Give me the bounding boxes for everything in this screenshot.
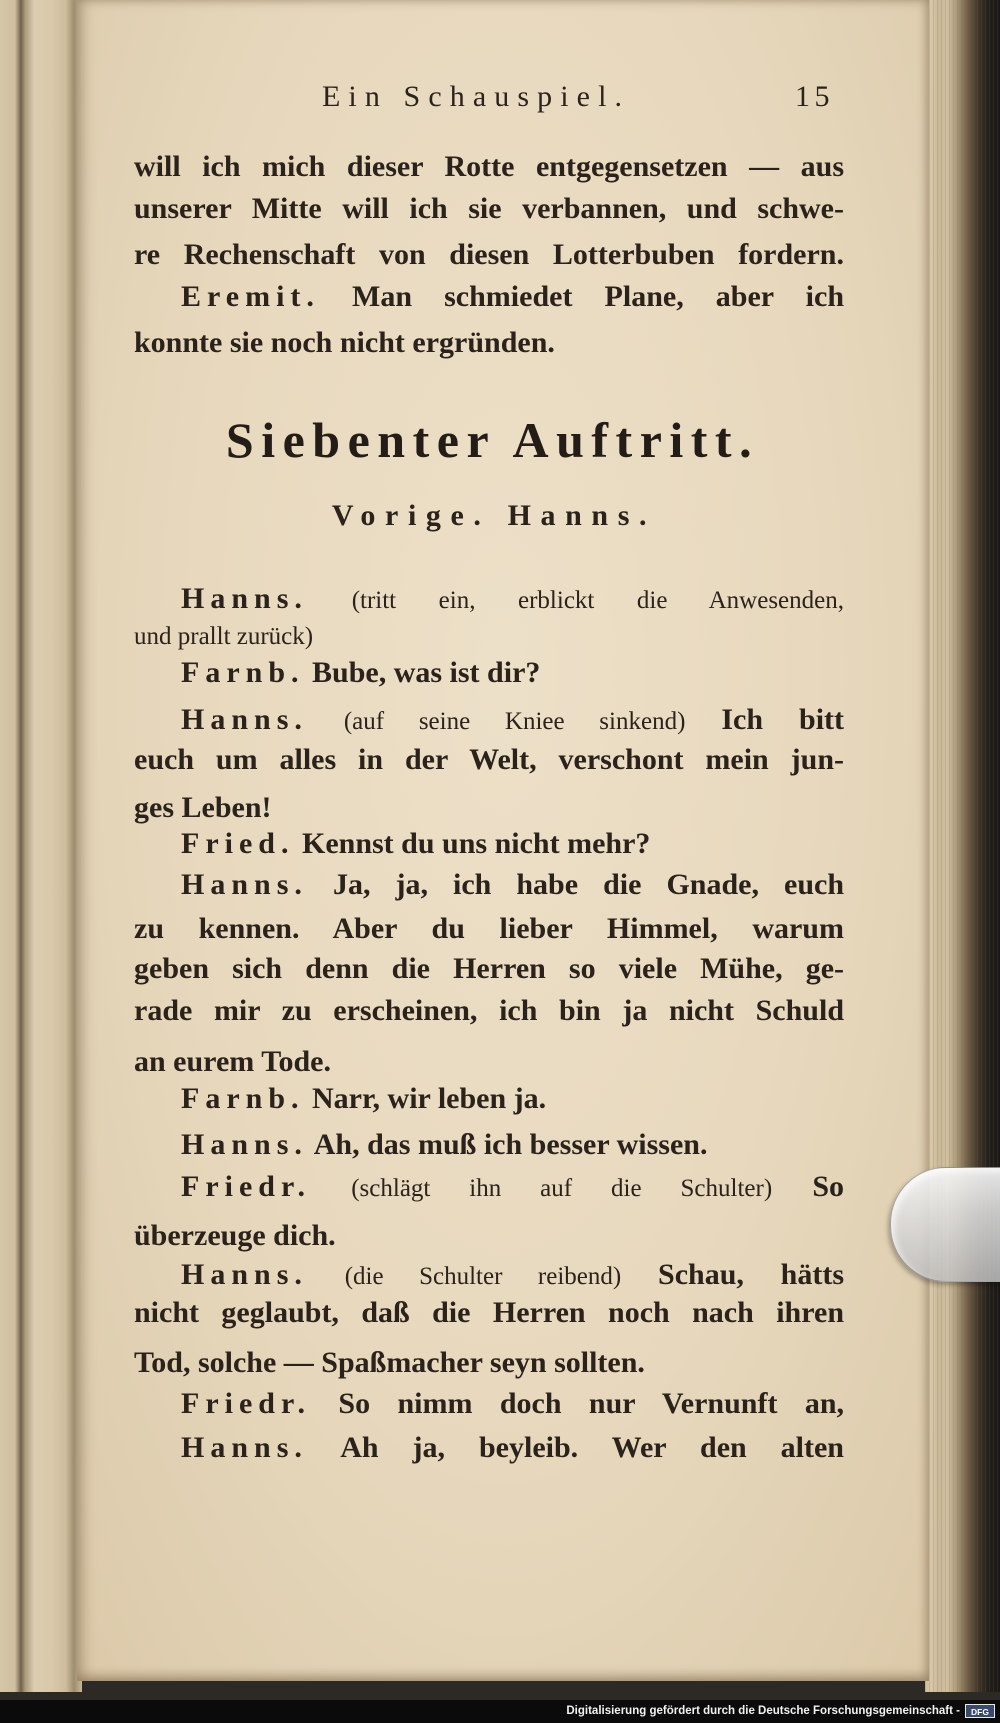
text-line xyxy=(134,323,844,363)
text-line xyxy=(181,1384,844,1424)
previous-page-edge xyxy=(0,0,82,1692)
speaker-name: Hanns. xyxy=(181,1128,308,1161)
speaker-name: Farnb. xyxy=(181,1082,305,1115)
line-text: Schau, hätts xyxy=(658,1258,845,1291)
text-line xyxy=(134,235,844,275)
text-line xyxy=(134,740,844,780)
running-title: Ein Schauspiel. xyxy=(322,80,631,113)
stage-direction: und prallt zurück) xyxy=(134,623,314,650)
line-text: Man schmiedet Plane, aber ich xyxy=(352,280,845,313)
stage-direction: (auf seine Kniee sinkend) xyxy=(343,708,686,735)
page-number: 15 xyxy=(795,80,834,113)
text-line xyxy=(134,147,844,187)
line-text: überzeuge dich. xyxy=(134,1219,336,1252)
line-text: Bube, was ist dir? xyxy=(312,656,541,689)
stage-direction: (die Schulter reibend) xyxy=(344,1263,622,1290)
line-text: Ich bitt xyxy=(721,703,845,736)
stage-direction: (schlägt ihn auf die Schulter) xyxy=(351,1175,773,1202)
text-line xyxy=(134,949,844,989)
text-line xyxy=(181,865,844,905)
text-line xyxy=(181,700,844,740)
line-text: will ich mich dieser Rotte entgegensetzen — aus xyxy=(134,150,844,183)
line-text: Narr, wir leben ja. xyxy=(312,1082,547,1115)
text-line xyxy=(181,1167,844,1207)
speaker-name: Friedr. xyxy=(181,1387,312,1420)
line-text: re Rechenschaft von diesen Lotterbuben fordern. xyxy=(134,238,844,271)
text-line xyxy=(134,1343,844,1383)
speaker-name: Hanns. xyxy=(181,703,308,736)
speaker-name: Friedr. xyxy=(181,1170,312,1203)
speaker-name: Fried. xyxy=(181,827,295,860)
line-text: unserer Mitte will ich sie verbannen, und schwe- xyxy=(134,192,844,225)
text-line xyxy=(181,1125,844,1165)
text-line xyxy=(181,277,844,317)
speaker-name: Eremit. xyxy=(181,280,320,313)
line-text: konnte sie noch nicht ergründen. xyxy=(134,326,555,359)
line-text: Ah ja, beyleib. Wer den alten xyxy=(340,1431,844,1464)
line-text: Ja, ja, ich habe die Gnade, euch xyxy=(332,868,845,901)
page-clip xyxy=(890,1167,1000,1282)
text-line xyxy=(134,615,844,655)
text-line xyxy=(181,579,844,619)
line-text: nicht geglaubt, daß die Herren noch nach ihren xyxy=(134,1296,844,1329)
text-line xyxy=(181,1079,844,1119)
speaker-name: Hanns. xyxy=(181,868,308,901)
line-text: So nimm doch nur Vernunft an, xyxy=(338,1387,845,1420)
text-line xyxy=(134,909,844,949)
text-line xyxy=(181,1428,844,1468)
text-line xyxy=(181,824,844,864)
dfg-logo-icon: DFG xyxy=(965,1704,995,1718)
page-stack-edges xyxy=(925,0,1000,1692)
line-text: Kennst du uns nicht mehr? xyxy=(301,827,651,860)
line-text: zu kennen. Aber du lieber Himmel, warum xyxy=(134,912,844,945)
scene-characters: Vorige. Hanns. xyxy=(331,499,657,532)
line-text: euch um alles in der Welt, verschont mein jun- xyxy=(134,743,844,776)
text-line xyxy=(134,991,844,1031)
text-line xyxy=(134,1042,844,1082)
text-line xyxy=(134,189,844,229)
text-line xyxy=(134,788,844,828)
line-text: an eurem Tode. xyxy=(134,1045,331,1078)
speaker-name: Hanns. xyxy=(181,1258,308,1291)
line-text: geben sich denn die Herren so viele Mühe, ge- xyxy=(134,952,844,985)
text-line xyxy=(134,1293,844,1333)
line-text: So xyxy=(812,1170,845,1203)
text-line xyxy=(181,1255,844,1295)
line-text: ges Leben! xyxy=(134,791,272,824)
line-text: rade mir zu erscheinen, ich bin ja nicht Schuld xyxy=(134,994,844,1027)
line-text: Ah, das muß ich besser wissen. xyxy=(313,1128,708,1161)
text-line xyxy=(181,653,844,693)
stage-direction: (tritt ein, erblickt die Anwesenden, xyxy=(351,587,844,614)
speaker-name: Hanns. xyxy=(181,1431,308,1464)
speaker-name: Farnb. xyxy=(181,656,305,689)
text-line xyxy=(134,1216,844,1256)
speaker-name: Hanns. xyxy=(181,582,308,615)
line-text: Tod, solche — Spaßmacher seyn sollten. xyxy=(134,1346,645,1379)
scene-heading: Siebenter Auftritt. xyxy=(225,412,760,468)
footer-credit: Digitalisierung gefördert durch die Deutsche Forschungsgemeinschaft - xyxy=(566,1705,960,1717)
